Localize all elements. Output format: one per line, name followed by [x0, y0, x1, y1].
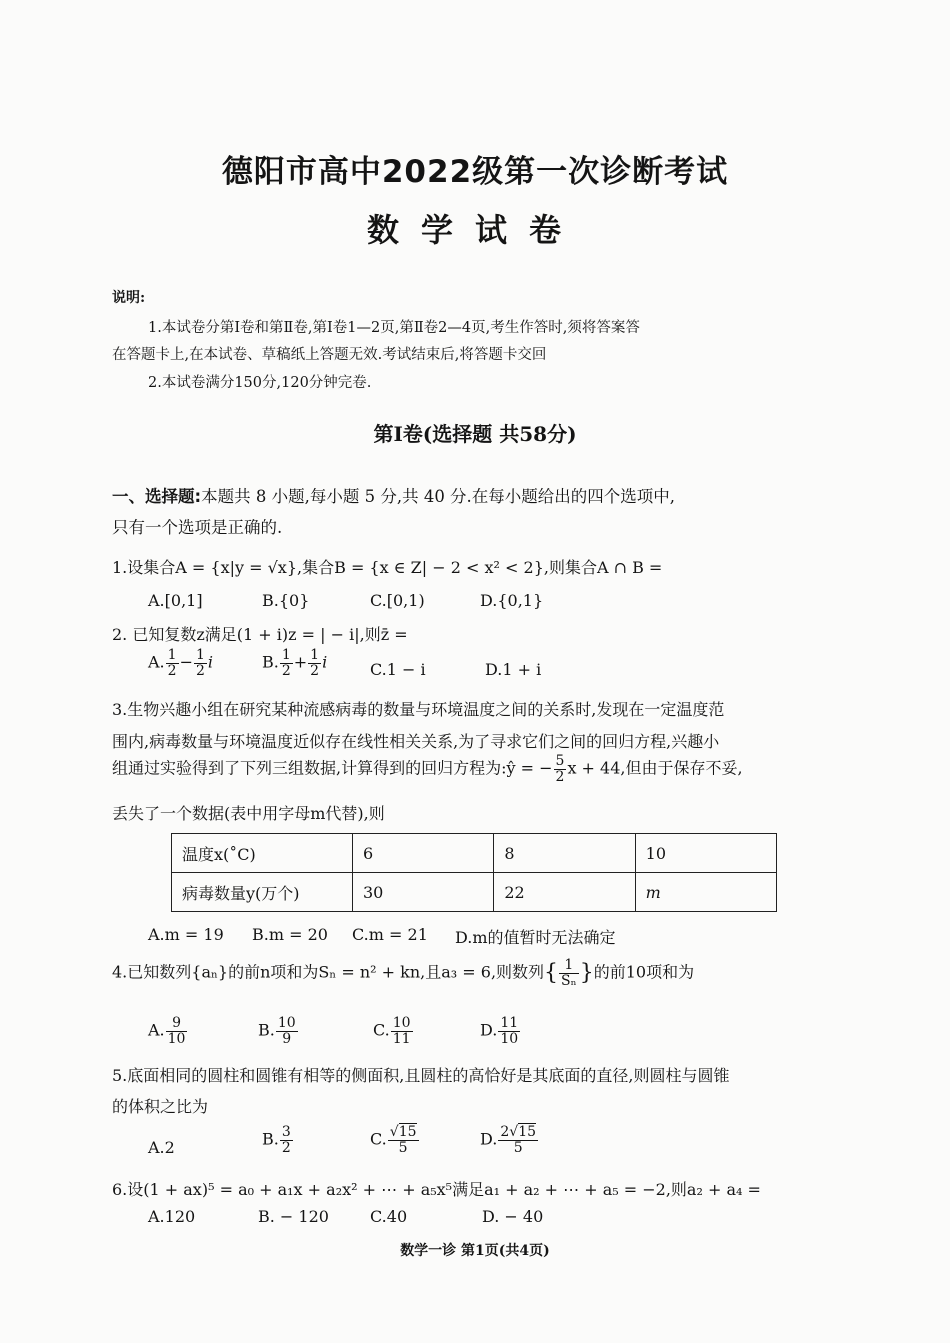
question-3-option-c: C.m = 21 — [352, 925, 428, 944]
question-6-option-c: C.40 — [370, 1207, 408, 1226]
question-5-line-2: 的体积之比为 — [112, 1097, 209, 1116]
fraction — [280, 1125, 293, 1155]
fraction — [498, 1016, 520, 1046]
table-cell: m — [635, 873, 776, 912]
denominator: 2 — [195, 662, 205, 679]
option-label: B. — [258, 1020, 275, 1040]
fraction — [166, 1016, 188, 1046]
denominator: 2 — [555, 768, 565, 785]
imaginary-unit: i — [322, 652, 328, 672]
instruction-2: 2.本试卷满分150分,120分钟完卷. — [148, 375, 372, 391]
table-cell: 温度x(˚C) — [172, 834, 353, 873]
question-2-stem: 2. 已知复数z满足(1 + i)z = | − i|,则z̄ = — [112, 625, 408, 644]
question-5-option-a: A.2 — [148, 1138, 175, 1157]
question-3-line-1: 3.生物兴趣小组在研究某种流感病毒的数量与环境温度之间的关系时,发现在一定温度范 — [112, 700, 725, 719]
numerator: 1 — [167, 647, 177, 663]
operator: − — [179, 652, 193, 672]
table-row — [172, 873, 777, 912]
question-2-option-a — [148, 648, 213, 678]
question-1-option-c: C.[0,1) — [370, 591, 425, 610]
section-intro-line-2: 只有一个选项是正确的. — [112, 518, 283, 537]
table-cell: 8 — [494, 834, 635, 873]
option-label: C. — [370, 1129, 387, 1149]
numerator: √15 — [389, 1124, 417, 1140]
fraction — [391, 1016, 413, 1046]
section-text: 本题共 8 小题,每小题 5 分,共 40 分.在每小题给出的四个选项中, — [201, 487, 676, 506]
table-row — [172, 834, 777, 873]
fraction — [559, 958, 579, 988]
question-3-line-4: 丢失了一个数据(表中用字母m代替),则 — [112, 804, 385, 823]
question-6-option-a: A.120 — [148, 1207, 196, 1226]
question-5-line-1: 5.底面相同的圆柱和圆锥有相等的侧面积,且圆柱的高恰好是其底面的直径,则圆柱与圆锥 — [112, 1066, 730, 1085]
exam-subtitle: 数学试卷 — [366, 211, 583, 249]
radicand: 15 — [398, 1124, 417, 1140]
table-cell: 病毒数量y(万个) — [172, 873, 353, 912]
question-5-option-b — [262, 1125, 294, 1155]
numerator: 2√15 — [500, 1124, 537, 1140]
question-1-option-b: B.{0} — [262, 591, 310, 610]
fraction — [276, 1016, 298, 1046]
numerator: 3 — [281, 1124, 291, 1140]
instruction-1-line-2: 在答题卡上,在本试卷、草稿纸上答题无效.考试结束后,将答题卡交回 — [112, 347, 547, 363]
denominator: 2 — [310, 662, 320, 679]
numerator: 5 — [555, 753, 565, 769]
question-5-option-c — [370, 1125, 420, 1155]
section-intro-line-1 — [112, 483, 675, 507]
numerator: 1 — [281, 647, 291, 663]
left-brace-icon: { — [544, 960, 559, 986]
fraction — [280, 648, 293, 678]
question-4-option-a — [148, 1016, 188, 1046]
question-4-option-b — [258, 1016, 299, 1046]
denominator: Sₙ — [561, 972, 577, 989]
denominator: 11 — [392, 1030, 411, 1047]
numerator: 1 — [310, 647, 320, 663]
option-label: B. — [262, 652, 279, 672]
denominator: 2 — [281, 1139, 291, 1156]
part-one-heading: 第Ⅰ卷(选择题 共58分) — [373, 422, 577, 446]
exam-title: 德阳市高中2022级第一次诊断考试 — [221, 154, 729, 190]
page-footer: 数学一诊 第1页(共4页) — [400, 1243, 550, 1259]
table-cell: 10 — [635, 834, 776, 873]
question-5-option-d — [480, 1125, 539, 1155]
question-2-option-d: D.1 + i — [485, 660, 542, 679]
numerator: 11 — [500, 1015, 519, 1031]
fraction — [498, 1125, 538, 1155]
question-3-line-3-post: x + 44,但由于保存不妥, — [567, 758, 743, 778]
option-label: A. — [148, 652, 165, 672]
option-label: B. — [262, 1129, 279, 1149]
question-6-stem: 6.设(1 + ax)⁵ = a₀ + a₁x + a₂x² + ⋯ + a₅x⁵满足a₁ + a₂ + ⋯ + a₅ = −2,则a₂ + a₄ = — [112, 1180, 761, 1199]
question-1-option-d: D.{0,1} — [480, 591, 544, 610]
denominator: 9 — [282, 1030, 292, 1047]
table-cell: 6 — [353, 834, 494, 873]
question-3-option-a: A.m = 19 — [148, 925, 224, 944]
denominator: 5 — [398, 1139, 408, 1156]
question-4-stem-post: 的前10项和为 — [593, 962, 695, 982]
numerator: 10 — [277, 1015, 296, 1031]
question-1-option-a: A.[0,1] — [148, 591, 203, 610]
option-label: D. — [480, 1129, 498, 1149]
option-label: A. — [148, 1020, 165, 1040]
question-4-stem — [112, 958, 694, 988]
question-3-option-b: B.m = 20 — [252, 925, 328, 944]
question-4-stem-pre: 4.已知数列{aₙ}的前n项和为Sₙ = n² + kn,且a₃ = 6,则数列 — [112, 962, 545, 982]
table-cell: 30 — [353, 873, 494, 912]
imaginary-unit: i — [207, 652, 214, 672]
numerator: 1 — [559, 958, 579, 974]
fraction — [388, 1125, 419, 1155]
table-cell: 22 — [494, 873, 635, 912]
fraction — [554, 754, 567, 784]
question-4-option-d — [480, 1016, 521, 1046]
question-2-option-c: C.1 − i — [370, 660, 426, 679]
fraction — [308, 648, 321, 678]
question-1-stem: 1.设集合A = {x|y = √x},集合B = {x ∈ Z| − 2 < x² < 2},则集合A ∩ B = — [112, 558, 663, 577]
denominator: 2 — [281, 662, 291, 679]
denominator: 10 — [167, 1030, 186, 1047]
denominator: 10 — [500, 1030, 519, 1047]
section-label: 一、选择题: — [112, 487, 202, 506]
right-brace-icon: } — [579, 960, 594, 986]
question-4-option-c — [373, 1016, 414, 1046]
numerator: 10 — [392, 1015, 411, 1031]
option-label: D. — [480, 1020, 498, 1040]
fraction — [194, 648, 207, 678]
question-6-option-d: D. − 40 — [482, 1207, 544, 1226]
question-3-option-d: D.m的值暂时无法确定 — [455, 928, 616, 947]
question-3-line-3-pre: 组通过实验得到了下列三组数据,计算得到的回归方程为:ŷ = − — [112, 758, 553, 778]
option-label: C. — [373, 1020, 390, 1040]
operator: + — [293, 652, 308, 672]
numerator: 1 — [195, 647, 205, 663]
coefficient: 2 — [500, 1124, 510, 1140]
instruction-1-line-1: 1.本试卷分第Ⅰ卷和第Ⅱ卷,第Ⅰ卷1—2页,第Ⅱ卷2—4页,考生作答时,须将答案答 — [148, 320, 640, 336]
instructions-heading: 说明: — [112, 290, 146, 306]
denominator: 5 — [513, 1139, 523, 1156]
radicand: 15 — [518, 1124, 537, 1140]
question-3-data-table — [171, 833, 777, 912]
numerator: 9 — [166, 1016, 188, 1032]
question-3-line-3 — [112, 754, 743, 784]
denominator: 2 — [167, 662, 177, 679]
question-3-line-2: 围内,病毒数量与环境温度近似存在线性相关关系,为了寻求它们之间的回归方程,兴趣小 — [112, 732, 720, 751]
question-2-option-b — [262, 648, 327, 678]
fraction — [166, 648, 179, 678]
question-6-option-b: B. − 120 — [258, 1207, 329, 1226]
